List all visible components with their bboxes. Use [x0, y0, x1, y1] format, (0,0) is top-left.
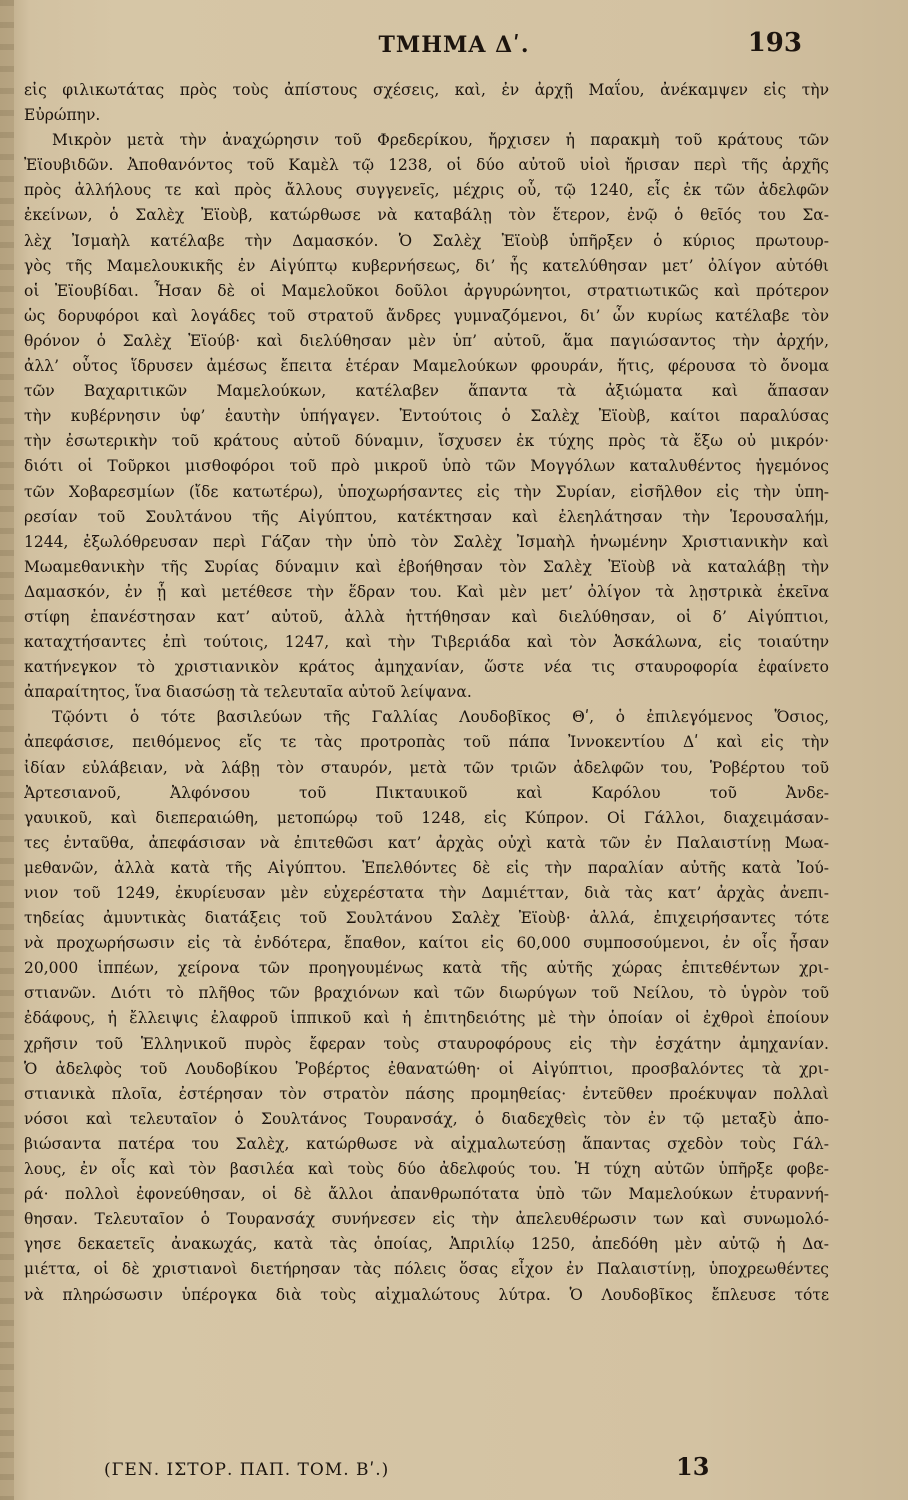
text-line: ὡς δορυφόροι καὶ λογάδες τοῦ στρατοῦ ἄνδρες γυμναζόμενοι, δι’ ὧν κυρίως κατέλαβε τὸν	[24, 306, 829, 325]
text-line: ἐδάφους, ἡ ἔλλειψις ἐλαφροῦ ἱππικοῦ καὶ ἡ ἐπιτηδειότης μὲ τὴν ὁποίαν οἱ ἐχθροὶ ἐποίουν	[24, 1009, 829, 1028]
text-line: Μωαμεθανικὴν τῆς Συρίας δύναμιν καὶ ἐβοήθησαν τὸν Σαλὲχ Ἐϊοὺβ νὰ καταλάβῃ τὴν	[24, 557, 829, 576]
text-line: ἐκείνων, ὁ Σαλὲχ Ἐϊοὺβ, κατώρθωσε νὰ καταβάλῃ τὸν ἕτερον, ἐνῷ ὁ θεῖός του Σα-	[24, 206, 829, 225]
text-line: ἀπεφάσισε, πειθόμενος εἴς τε τὰς προτροπὰς τοῦ πάπα Ἰννοκεντίου Δʹ καὶ εἰς τὴν	[24, 733, 829, 752]
text-line: ἀπαραίτητος, ἵνα διασώσῃ τὰ τελευταῖα αὐτοῦ λείψανα.	[24, 683, 472, 702]
text-line: Ἀρτεσιανοῦ, Ἀλφόνσου τοῦ Πικταυικοῦ καὶ Καρόλου τοῦ Ἀνδε-	[24, 783, 829, 802]
text-line: 20,000 ἱππέων, χείρονα τῶν προηγουμένως κατὰ τῆς αὐτῆς χώρας ἐπιτεθέντων χρι-	[24, 959, 829, 978]
text-line: νιον τοῦ 1249, ἐκυρίευσαν μὲν εὐχερέστατα τὴν Δαμιέτταν, διὰ τὰς κατ’ ἀρχὰς ἀνεπι-	[24, 884, 829, 902]
text-line: θησαν. Τελευταῖον ὁ Τουρανσάχ συνήνεσεν εἰς τὴν ἀπελευθέρωσιν των καὶ συνωμολό-	[24, 1210, 829, 1229]
text-line: τῶν Χοβαρεσμίων (ἴδε κατωτέρω), ὑποχωρήσαντες εἰς τὴν Συρίαν, εἰσῆλθον εἰς τὴν ὑπη-	[24, 482, 829, 501]
text-line: ρεσίαν τοῦ Σουλτάνου τῆς Αἰγύπτου, κατέκτησαν καὶ ἐλεηλάτησαν τὴν Ἱερουσαλήμ,	[24, 507, 829, 526]
text-line: στιανῶν. Διότι τὸ πλῆθος τῶν βραχιόνων καὶ τῶν διωρύγων τοῦ Νείλου, τὸ ὑγρὸν τοῦ	[24, 984, 829, 1003]
text-line: γησε δεκαετεῖς ἀνακωχάς, κατὰ τὰς ὁποίας, Ἀπριλίῳ 1250, ἀπεδόθη μὲν αὐτῷ ἡ Δα-	[24, 1235, 829, 1254]
running-head: ΤΜΗΜΑ Δʹ.	[378, 32, 530, 58]
text-line: βιώσαντα πατέρα του Σαλὲχ, κατώρθωσε νὰ αἰχμαλωτεύσῃ ἅπαντας σχεδὸν τοὺς Γάλ-	[24, 1134, 829, 1153]
text-line: μιέττα, οἱ δὲ χριστιανοὶ διετήρησαν τὰς πόλεις ὅσας εἶχον ἐν Παλαιστίνῃ, ὑποχρεωθέντες	[24, 1260, 829, 1279]
text-line: τῶν Βαχαριτικῶν Μαμελούκων, κατέλαβεν ἅπαντα τὰ ἀξιώματα καὶ ἅπασαν	[24, 382, 829, 401]
text-line: Τῷόντι ὁ τότε βασιλεύων τῆς Γαλλίας Λουδοβῖκος Θʹ, ὁ ἐπιλεγόμενος Ὅσιος,	[52, 708, 829, 727]
text-line: λους, ἐν οἷς καὶ τὸν βασιλέα καὶ τοὺς δύο ἀδελφούς του. Ἡ τύχη αὐτῶν ὑπῆρξε φοβε-	[24, 1160, 829, 1179]
signature-mark: 13	[676, 1452, 710, 1481]
text-line: θρόνον ὁ Σαλὲχ Ἐϊούβ· καὶ διελύθησαν μὲν ὑπ’ αὐτοῦ, ἅμα παγιώσαντος τὴν ἀρχήν,	[24, 331, 829, 350]
text-line: λὲχ Ἰσμαὴλ κατέλαβε τὴν Δαμασκόν. Ὁ Σαλὲχ Ἐϊοὺβ ὑπῆρξεν ὁ κύριος πρωτουρ-	[24, 231, 829, 250]
page-header	[0, 28, 908, 68]
text-line: τηδείας ἀμυντικὰς διατάξεις τοῦ Σουλτάνου Σαλὲχ Ἐϊοὺβ· ἀλλά, ἐπιχειρήσαντες τότε	[24, 909, 829, 928]
text-line: κατήνεγκον τὸ χριστιανικὸν κράτος ἀμηχανίαν, ὥστε νέα τις σταυροφορία ἐφαίνετο	[24, 658, 829, 677]
text-line: εἰς φιλικωτάτας πρὸς τοὺς ἀπίστους σχέσεις, καὶ, ἐν ἀρχῇ Μαΐου, ἀνέκαμψεν εἰς τὴν	[24, 81, 829, 99]
page-binding-edge	[0, 0, 14, 1500]
text-line: νόσοι καὶ τελευταῖον ὁ Σουλτάνος Τουρανσάχ, ὁ διαδεχθεὶς τὸν ἐν τῷ μεταξὺ ἀπο-	[24, 1109, 829, 1128]
text-line: διότι οἱ Τοῦρκοι μισθοφόροι τοῦ πρὸ μικροῦ ὑπὸ τῶν Μογγόλων καταλυθέντος ἡγεμόνος	[24, 457, 829, 476]
text-line: ἀλλ’ οὗτος ἵδρυσεν ἀμέσως ἔπειτα ἑτέραν Μαμελούκων φρουράν, ἥτις, φέρουσα τὸ ὄνομα	[24, 357, 829, 376]
text-line: Εὐρώπην.	[24, 106, 101, 125]
text-line: γὸς τῆς Μαμελουκικῆς ἐν Αἰγύπτῳ κυβερνήσεως, δι’ ἧς κατελύθησαν μετ’ ὀλίγον αὐτόθι	[24, 256, 829, 275]
text-line: χρῆσιν τοῦ Ἑλληνικοῦ πυρὸς ἔφεραν τοὺς σταυροφόρους εἰς τὴν ἐσχάτην ἀμηχανίαν.	[24, 1034, 829, 1053]
text-line: 1244, ἐξωλόθρευσαν περὶ Γάζαν τὴν ὑπὸ τὸν Σαλὲχ Ἰσμαὴλ ἡνωμένην Χριστιανικὴν καὶ	[24, 532, 829, 551]
text-line: τὴν κυβέρνησιν ὑφ’ ἑαυτὴν ὑπήγαγεν. Ἐντούτοις ὁ Σαλὲχ Ἐϊοὺβ, καίτοι παραλύσας	[24, 407, 829, 426]
page-number: 193	[747, 28, 802, 58]
text-line: Ἐϊουβιδῶν. Ἀποθανόντος τοῦ Καμὲλ τῷ 1238, οἱ δύο αὐτοῦ υἱοὶ ἤρισαν περὶ τῆς ἀρχῆς	[24, 156, 829, 175]
text-line: τὴν ἐσωτερικὴν τοῦ κράτους αὐτοῦ δύναμιν, ἴσχυσεν ἐκ τύχης πρὸς τὰ ἔξω οὐ μικρόν·	[24, 432, 829, 451]
text-line: νὰ πληρώσωσιν ὑπέρογκα διὰ τοὺς αἰχμαλώτους λύτρα. Ὁ Λουδοβῖκος ἔπλευσε τότε	[24, 1285, 829, 1304]
body-text	[24, 78, 829, 1308]
text-line: ἰδίαν εὐλάβειαν, νὰ λάβῃ τὸν σταυρόν, μετὰ τῶν τριῶν ἀδελφῶν του, Ῥοβέρτου τοῦ	[24, 758, 829, 777]
text-line: ρά· πολλοὶ ἐφονεύθησαν, οἱ δὲ ἄλλοι ἀπανθρωπότατα ὑπὸ τῶν Μαμελούκων ἐτυραννή-	[24, 1185, 829, 1204]
text-line: στίφη ἐπανέστησαν κατ’ αὐτοῦ, ἀλλὰ ἡττήθησαν καὶ διελύθησαν, οἱ δ’ Αἰγύπτιοι,	[24, 607, 829, 626]
page-footer	[0, 1452, 908, 1492]
printer-signature: (ΓΕΝ. ΙΣΤΟΡ. ΠΑΠ. ΤΟΜ. Βʹ.)	[104, 1460, 390, 1480]
text-line: πρὸς ἀλλήλους τε καὶ πρὸς ἄλλους συγγενεῖς, μέχρις οὗ, τῷ 1240, εἷς ἐκ τῶν ἀδελφῶν	[24, 181, 829, 200]
text-line: τες ἐνταῦθα, ἀπεφάσισαν νὰ ἐπιτεθῶσι κατ’ ἀρχὰς οὐχὶ κατὰ τῶν ἐν Παλαιστίνῃ Μωα-	[24, 833, 829, 852]
text-line: οἱ Ἐϊουβίδαι. Ἦσαν δὲ οἱ Μαμελοῦκοι δοῦλοι ἀργυρώνητοι, στρατιωτικῶς καὶ πρότερον	[24, 281, 829, 300]
text-line: γαυικοῦ, καὶ διεπεραιώθη, μετοπώρῳ τοῦ 1248, εἰς Κύπρον. Οἱ Γάλλοι, διαχειμάσαν-	[24, 808, 829, 827]
text-line: Μικρὸν μετὰ τὴν ἀναχώρησιν τοῦ Φρεδερίκου, ἤρχισεν ἡ παρακμὴ τοῦ κράτους τῶν	[52, 131, 829, 150]
text-line: Δαμασκόν, ἐν ᾗ καὶ μετέθεσε τὴν ἕδραν του. Καὶ μὲν μετ’ ὀλίγον τὰ λῃστρικὰ ἐκεῖνα	[24, 582, 829, 601]
text-line: νὰ προχωρήσωσιν εἰς τὰ ἐνδότερα, ἔπαθον, καίτοι εἰς 60,000 συμποσούμενοι, ἐν οἷς ἦσαν	[24, 934, 829, 953]
text-line: μεθανῶν, ἀλλὰ κατὰ τῆς Αἰγύπτου. Ἐπελθόντες δὲ εἰς τὴν παραλίαν αὐτῆς κατὰ Ἰού-	[24, 858, 829, 877]
text-line: στιανικὰ πλοῖα, ἐστέρησαν τὸν στρατὸν πάσης προμηθείας· ἐντεῦθεν προέκυψαν πολλαὶ	[24, 1084, 829, 1103]
text-line: καταχτήσαντες ἐπὶ τούτοις, 1247, καὶ τὴν Τιβεριάδα καὶ τὸν Ἀσκάλωνα, εἰς τοιαύτην	[24, 633, 829, 652]
text-line: Ὁ ἀδελφὸς τοῦ Λουδοβίκου Ῥοβέρτος ἐθανατώθη· οἱ Αἰγύπτιοι, προσβαλόντες τὰ χρι-	[24, 1059, 829, 1078]
